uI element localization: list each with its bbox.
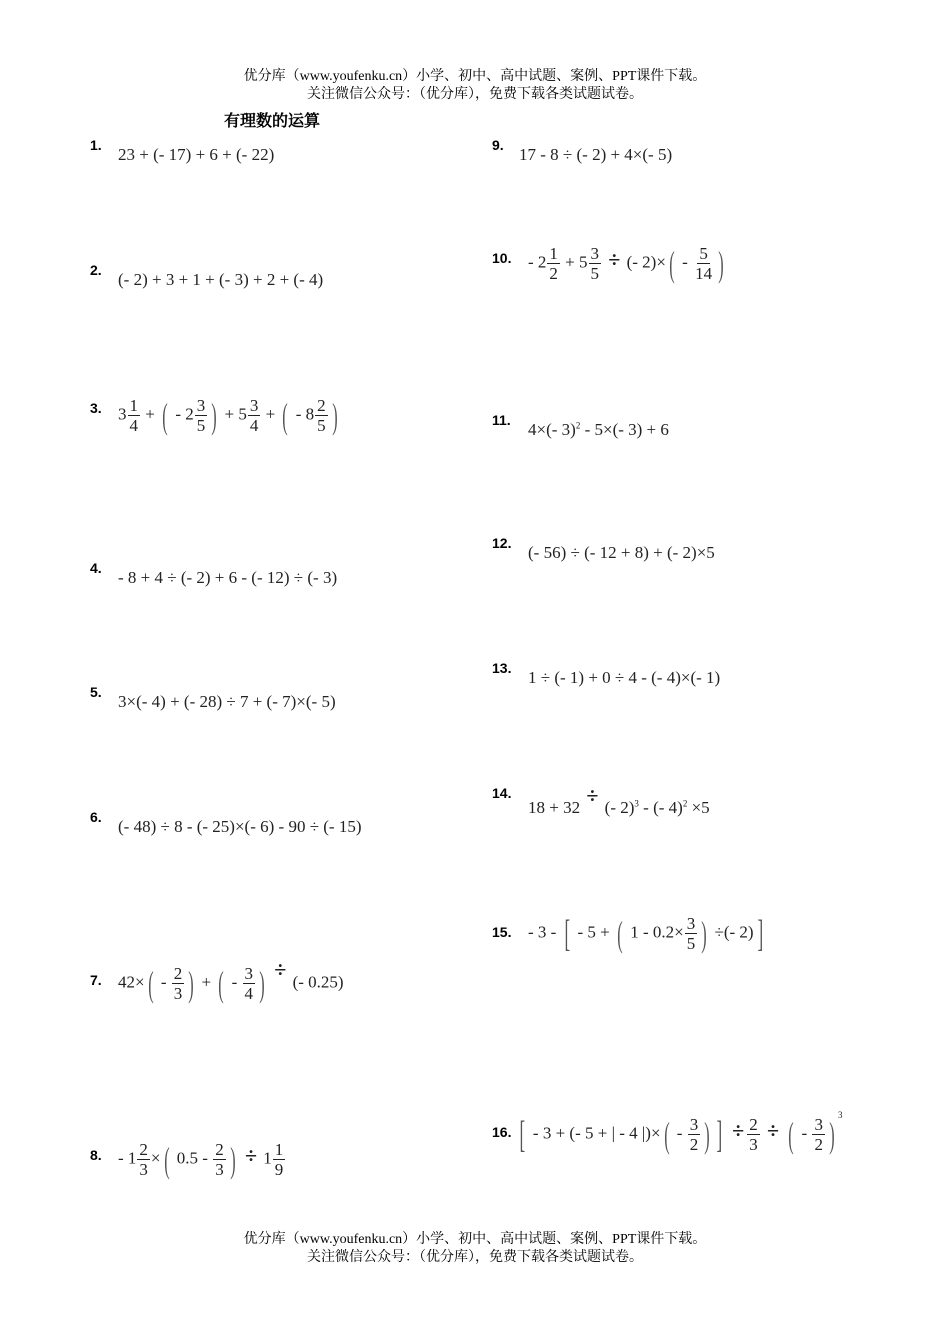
problem-expression: (- 48) ÷ 8 - (- 25)×(- 6) - 90 ÷ (- 15) [118,817,362,836]
problem-number: 11. [492,412,511,428]
problem-number: 5. [90,684,102,700]
problem-number: 3. [90,400,102,416]
problem-number: 15. [492,924,512,940]
problem-expression: (- 56) ÷ (- 12 + 8) + (- 2)×5 [528,543,715,562]
problem-expression: - 2 $\frac{1}{2}$ + 5 $\frac{3}{5}$ ÷ (- 2)×( - $\frac{5}{14}$ ) [528,243,724,284]
problem-number: 8. [90,1147,102,1163]
problem-number: 7. [90,972,102,988]
problem-expression: 3×(- 4) + (- 28) ÷ 7 + (- 7)×(- 5) [118,692,336,711]
problem-expression: - 1 $\frac{2}{3}$ ×( 0.5 - $\frac{2}{3}$ ) ÷ 1 $\frac{1}{9}$ [118,1139,284,1180]
problem-expression: (- 2) + 3 + 1 + (- 3) + 2 + (- 4) [118,270,324,289]
problem-number: 2. [90,262,102,278]
header-line-2: 关注微信公众号：（优分库），免费下载各类试题试卷。 [307,87,643,102]
problem-number: 13. [492,660,512,676]
problem-expression: - 8 + 4 ÷ (- 2) + 6 - (- 12) ÷ (- 3) [118,568,338,587]
problem-number: 4. [90,560,102,576]
problem-number: 9. [492,137,504,153]
problem-expression: 3 $\frac{1}{4}$ + ( - 2 $\frac{3}{5}$ ) + 5 $\frac{3}{4}$ + ( - 8 $\frac{2}{5}$ ) [118,395,338,436]
problem-expression: 17 - 8 ÷ (- 2) + 4×(- 5) [519,145,673,164]
problem-expression: - 3 - [ - 5 + ( 1 - 0.2× $\frac{3}{5}$ ) ÷(- 2)] [528,912,763,955]
problem-number: 6. [90,809,102,825]
problem-number: 12. [492,535,512,551]
problem-number: 1. [90,137,102,153]
problem-number: 14. [492,785,512,801]
problem-expression: 18 + 32 ÷ (- 2)$^3$ - (- 4)$^2$ ×5 [528,783,710,817]
header-line-1: 优分库（www.youfenku.cn）小学、初中、高中试题、案例、PPT课件下载。 [243,69,707,84]
footer-line-1: 优分库（www.youfenku.cn）小学、初中、高中试题、案例、PPT课件下载。 [243,1232,707,1247]
problem-expression: 4×(- 3)$^2$ - 5×(- 3) + 6 [528,420,669,439]
problem-expression: 42×( - $\frac{2}{3}$ ) + ( - $\frac{3}{4}$ ) ÷ (- 0.25) [118,957,344,1004]
page-title: 有理数的运算 [224,111,321,130]
footer-line-2: 关注微信公众号：（优分库），免费下载各类试题试卷。 [307,1250,643,1265]
problem-expression: 23 + (- 17) + 6 + (- 22) [118,145,275,164]
problem-expression: [ - 3 + (- 5 + | - 4 |)×( - $\frac{3}{2}$ ) ] ÷ $\frac{2}{3}$ ÷ ( - $\frac{3}{2}$ ) $^3$ [519,1109,843,1156]
problem-number: 16. [492,1124,512,1140]
problem-expression: 1 ÷ (- 1) + 0 ÷ 4 - (- 4)×(- 1) [528,668,721,687]
problem-number: 10. [492,250,512,266]
